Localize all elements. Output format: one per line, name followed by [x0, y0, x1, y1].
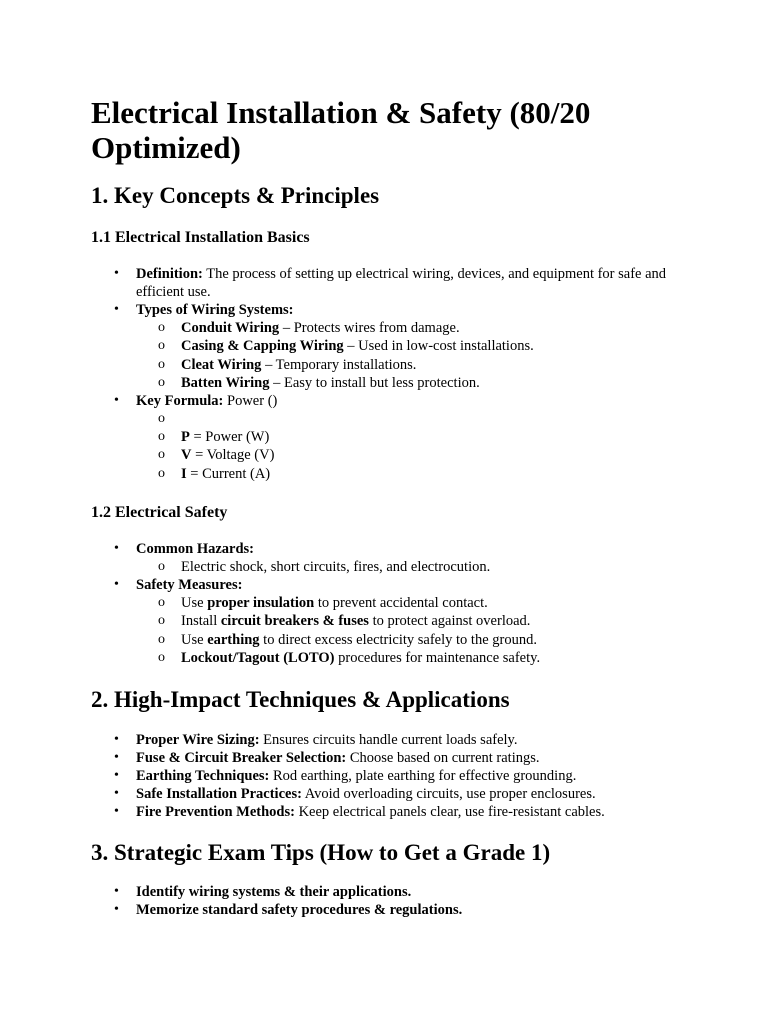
list-item: Electric shock, short circuits, fires, and electrocution.	[181, 559, 491, 575]
definition-item	[136, 265, 668, 301]
item-text: Rod earthing, plate earthing for effective grounding.	[269, 768, 577, 784]
list-item	[136, 767, 576, 785]
bullet-glyph: •	[114, 884, 119, 899]
wiring-types-item	[136, 301, 294, 319]
list-item	[181, 374, 480, 392]
wiring-types-label: Types of Wiring Systems:	[136, 302, 294, 318]
list-item	[181, 446, 274, 464]
item-term: Batten Wiring	[181, 375, 270, 391]
item-term: V	[181, 447, 192, 463]
list-item	[136, 731, 518, 749]
item-text: = Current (A)	[186, 466, 271, 482]
list-item	[181, 319, 460, 337]
list-item	[181, 631, 537, 649]
section3-heading: 3. Strategic Exam Tips (How to Get a Grade 1)	[91, 840, 551, 865]
item-text: to direct excess electricity safely to the ground.	[259, 632, 537, 648]
bullet-glyph: •	[114, 786, 119, 801]
bullet-glyph: •	[114, 302, 119, 317]
item-text: Ensures circuits handle current loads safely.	[259, 732, 518, 748]
sub-bullet-glyph: o	[158, 595, 165, 610]
sub-bullet-glyph: o	[158, 429, 165, 444]
document-title: Electrical Installation & Safety (80/20 Optimized)	[91, 95, 591, 165]
item-text: – Protects wires from damage.	[279, 320, 460, 336]
section1-heading: 1. Key Concepts & Principles	[91, 183, 380, 208]
list-item	[181, 337, 534, 355]
item-term: earthing	[207, 632, 260, 648]
hazards-label: Common Hazards:	[136, 541, 255, 557]
item-text: Choose based on current ratings.	[346, 750, 540, 766]
list-item	[136, 803, 605, 821]
definition-label: Definition:	[136, 266, 203, 282]
item-term: Fire Prevention Methods:	[136, 804, 295, 820]
item-text: to protect against overload.	[368, 613, 531, 629]
item-term: proper insulation	[207, 595, 315, 611]
section2-heading: 2. High-Impact Techniques & Applications	[91, 687, 510, 712]
item-term: Earthing Techniques:	[136, 768, 270, 784]
list-item	[181, 649, 540, 667]
item-term: Conduit Wiring	[181, 320, 280, 336]
list-item	[181, 465, 270, 483]
bullet-glyph: •	[114, 768, 119, 783]
item-term: Memorize standard safety procedures & regulations.	[136, 902, 463, 918]
item-text: = Power (W)	[189, 429, 270, 445]
bullet-glyph: •	[114, 266, 119, 281]
bullet-glyph: •	[114, 732, 119, 747]
item-term: Casing & Capping Wiring	[181, 338, 344, 354]
sub-bullet-glyph: o	[158, 338, 165, 353]
hazards-item	[136, 540, 254, 558]
bullet-glyph: •	[114, 804, 119, 819]
list-item	[136, 883, 411, 901]
sub-bullet-glyph: o	[158, 357, 165, 372]
list-item	[136, 749, 540, 767]
item-term: P	[181, 429, 190, 445]
bullet-glyph: •	[114, 393, 119, 408]
item-term: Identify wiring systems & their applications.	[136, 884, 412, 900]
safety-measures-label: Safety Measures:	[136, 577, 243, 593]
item-term: Proper Wire Sizing:	[136, 732, 260, 748]
sub-bullet-glyph: o	[158, 632, 165, 647]
item-text: Use	[181, 595, 208, 611]
list-item	[181, 428, 269, 446]
item-text: Keep electrical panels clear, use fire-resistant cables.	[294, 804, 605, 820]
bullet-glyph: •	[114, 902, 119, 917]
item-text: Avoid overloading circuits, use proper enclosures.	[301, 786, 596, 802]
sub-bullet-glyph: o	[158, 411, 165, 426]
item-text: to prevent accidental contact.	[314, 595, 488, 611]
subsection-1-2-heading: 1.2 Electrical Safety	[91, 504, 228, 521]
sub-bullet-glyph: o	[158, 466, 165, 481]
list-item	[181, 594, 488, 612]
item-term: circuit breakers & fuses	[220, 613, 369, 629]
bullet-glyph: •	[114, 750, 119, 765]
definition-text: The process of setting up electrical wiring, devices, and equipment for safe and efficient use.	[136, 266, 667, 300]
key-formula-label: Key Formula:	[136, 393, 224, 409]
item-text: = Voltage (V)	[191, 447, 275, 463]
list-item	[136, 901, 462, 919]
sub-bullet-glyph: o	[158, 447, 165, 462]
sub-bullet-glyph: o	[158, 320, 165, 335]
item-term: Cleat Wiring	[181, 357, 262, 373]
safety-measures-item	[136, 576, 242, 594]
item-text: – Temporary installations.	[261, 357, 417, 373]
key-formula-text: Power ()	[223, 393, 278, 409]
bullet-glyph: •	[114, 577, 119, 592]
item-text: – Used in low-cost installations.	[343, 338, 534, 354]
item-text: Install	[181, 613, 221, 629]
item-term: Fuse & Circuit Breaker Selection:	[136, 750, 347, 766]
sub-bullet-glyph: o	[158, 613, 165, 628]
sub-bullet-glyph: o	[158, 375, 165, 390]
item-text: – Easy to install but less protection.	[269, 375, 480, 391]
item-term: Lockout/Tagout (LOTO)	[181, 650, 335, 666]
list-item	[181, 356, 416, 374]
item-term: Safe Installation Practices:	[136, 786, 302, 802]
key-formula-item	[136, 392, 277, 410]
list-item	[136, 785, 596, 803]
subsection-1-1-heading: 1.1 Electrical Installation Basics	[91, 229, 310, 246]
item-text: Use	[181, 632, 208, 648]
item-text: procedures for maintenance safety.	[334, 650, 541, 666]
sub-bullet-glyph: o	[158, 650, 165, 665]
bullet-glyph: •	[114, 541, 119, 556]
list-item	[181, 612, 530, 630]
item-term: I	[181, 466, 187, 482]
sub-bullet-glyph: o	[158, 559, 165, 574]
